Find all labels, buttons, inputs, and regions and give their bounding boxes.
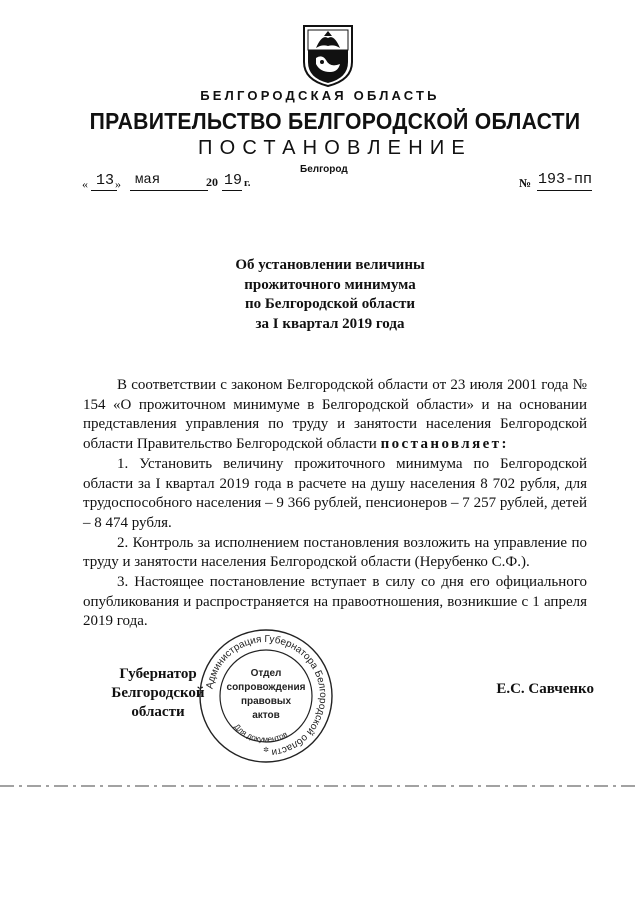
title-line: Об установлении величины — [235, 257, 425, 273]
date-quote-close: » — [115, 177, 121, 191]
stamp-center-line: актов — [252, 710, 280, 721]
city-name: Белгород — [300, 164, 348, 175]
position-line-1: Губернатор — [119, 666, 197, 682]
stamp-center-line: правовых — [240, 696, 292, 707]
date-year-suffix: 19 — [224, 172, 243, 189]
resolves-keyword: постановляет: — [380, 436, 509, 453]
document-body — [83, 376, 587, 632]
date-number-line — [82, 173, 592, 195]
government-name: ПРАВИТЕЛЬСТВО БЕЛГОРОДСКОЙ ОБЛАСТИ — [89, 108, 581, 134]
item-1-paragraph: 1. Установить величину прожиточного минимума по Белгородской области за I квартал 2019 года в расчете на душу населения 8 702 рубля, для трудоспособного населения – 9 366 рублей, пенсионеров – 7 257 рублей, детей – 8 474 рубля. — [83, 455, 587, 531]
cut-line — [0, 783, 640, 789]
stamp-outer-text: Администрация Губернатора Белгородской области — [204, 633, 329, 758]
stamp-center-line: Отдел — [250, 668, 282, 679]
document-number: 193-пп — [538, 171, 593, 188]
title-line: прожиточного минимума — [244, 276, 416, 293]
stamp-center-line: сопровождения — [226, 682, 306, 693]
date-quote-open: « — [82, 177, 88, 191]
item-3-paragraph: 3. Настоящее постановление вступает в силу со дня его официального опубликования и распространяется на правоотношения, возникшие с 1 апреля 2019 года. — [83, 574, 587, 630]
signatory-name: Е.С. Савченко — [496, 681, 594, 697]
preamble-text: В соответствии с законом Белгородской области от 23 июля 2001 года № 154 «О прожиточном минимуме в Белгородской области» и на основании представления управления по труду и занятости населения Белгородской области Правительство Белгородской области — [83, 377, 587, 453]
title-line: по Белгородской области — [244, 296, 416, 312]
region-name: БЕЛГОРОДСКАЯ ОБЛАСТЬ — [200, 88, 440, 103]
year-underline — [222, 190, 242, 191]
date-year-abbr: г. — [244, 177, 251, 189]
day-underline — [91, 190, 117, 191]
position-line-2: Белгородской области — [111, 685, 205, 720]
svg-text:✲: ✲ — [263, 746, 269, 754]
number-underline — [537, 190, 592, 191]
month-underline — [130, 190, 208, 191]
number-label: № — [519, 176, 532, 190]
document-title — [150, 256, 510, 334]
date-month: мая — [135, 172, 161, 188]
date-year-prefix: 20 — [206, 175, 218, 189]
preamble-paragraph — [83, 376, 587, 455]
item-2-paragraph: 2. Контроль за исполнением постановления возложить на управление по труду и занятости населения Белгородской области (Нерубенко С.Ф.). — [83, 534, 587, 571]
document-type: ПОСТАНОВЛЕНИЕ — [198, 137, 472, 159]
official-stamp-icon — [196, 626, 336, 766]
date-day: 13 — [95, 172, 114, 189]
title-line: за I квартал 2019 года — [255, 315, 405, 332]
coat-of-arms-icon — [300, 22, 356, 88]
stamp-inner-text: Для документов — [232, 722, 289, 745]
